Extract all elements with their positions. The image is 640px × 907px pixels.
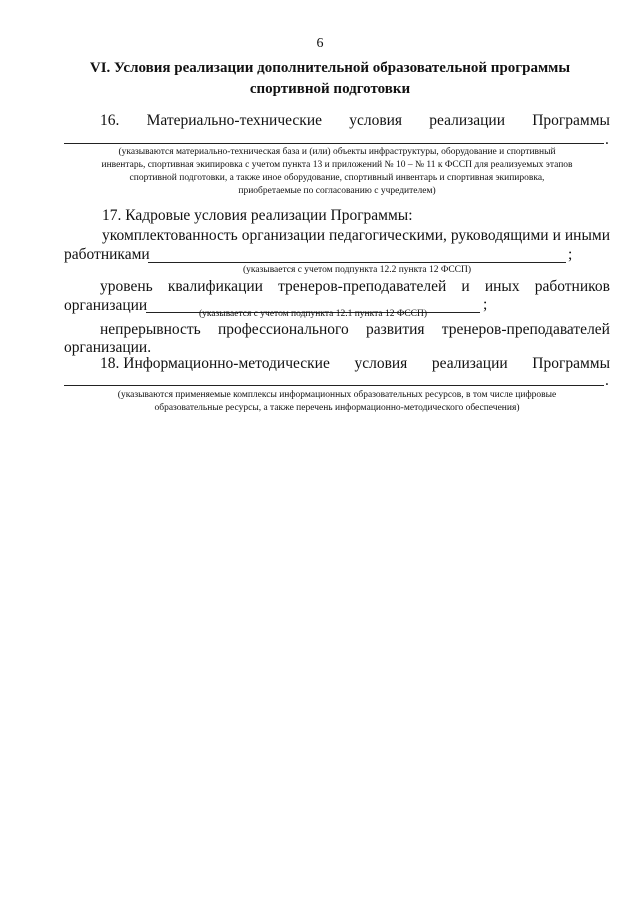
item-17-q-word-1: уровень: [100, 278, 153, 295]
item-18-note-line-1: (указываются применяемые комплексы информационных образовательных ресурсов, в том числе цифровые: [117, 390, 557, 400]
item-16-period: .: [605, 131, 609, 148]
item-18-word-1: Информационно-методические: [123, 355, 330, 372]
section-title: [70, 58, 590, 100]
section-title-line-1: VI. Условия реализации дополнительной образовательной программы: [89, 60, 571, 76]
page-number: 6: [316, 36, 324, 51]
item-16-note-line-2: инвентарь, спортивная экипировка с учетом пункта 13 и приложений № 10 – № 11 к ФССП для реализуемых этапов: [101, 160, 573, 170]
item-17-q-word-4: и: [461, 278, 470, 295]
item-18-period: .: [605, 372, 609, 389]
item-17-semicolon-2: ;: [483, 296, 488, 313]
item-17-q-word-2: квалификации: [167, 278, 263, 295]
item-17-staff-label: работниками: [64, 246, 150, 263]
item-16-fill-line[interactable]: [64, 143, 604, 144]
item-17-q-word-5: иных: [484, 278, 520, 295]
item-18-note: [64, 389, 610, 415]
item-16-word-3: реализации: [429, 112, 506, 129]
item-17-d-word-3: развития: [365, 321, 425, 338]
item-18-heading: [100, 355, 610, 373]
section-title-line-2: спортивной подготовки: [249, 81, 411, 97]
item-17-organization-end: организации.: [64, 339, 152, 356]
item-16-note-line-3: спортивной подготовки, а также иное оборудование, спортивный инвентарь и спортивная экипировка,: [129, 173, 545, 183]
item-16-word-4: Программы: [532, 112, 610, 129]
item-17-heading: 17. Кадровые условия реализации Программы:: [102, 207, 413, 224]
item-16-word-2: условия: [349, 112, 403, 129]
item-16-note-line-4: приобретаемые по согласованию с учредителем): [238, 186, 436, 196]
item-18-note-line-2: образовательные ресурсы, а также перечень информационно-методического обеспечения): [154, 403, 520, 413]
item-17-staffing-fill-line[interactable]: [148, 262, 566, 263]
item-18-word-2: условия: [354, 355, 408, 372]
item-17-q-word-3: тренеров-преподавателей: [278, 278, 447, 295]
item-18-number: 18.: [100, 355, 120, 372]
item-17-semicolon-1: ;: [568, 246, 573, 263]
item-17-note-2: (указывается с учетом подпункта 12.1 пункта 12 ФССП): [198, 309, 428, 319]
item-18-word-3: реализации: [431, 355, 508, 372]
item-18-fill-line[interactable]: [64, 385, 604, 386]
item-18-label: [100, 355, 330, 373]
item-17-d-word-1: непрерывность: [100, 321, 201, 338]
item-16-word-1: Материально-технические: [146, 112, 322, 129]
item-17-staffing-line: укомплектованность организации педагогическими, руководящими и иными: [102, 227, 610, 244]
item-17-q-word-6: работников: [534, 278, 610, 295]
item-17-organization-label: организации: [64, 297, 148, 314]
item-17-note-1: (указывается с учетом подпункта 12.2 пункта 12 ФССП): [242, 265, 472, 275]
item-16-note-line-1: (указываются материально-техническая база и (или) объекты инфраструктуры, оборудование и спортивный: [118, 147, 556, 157]
item-17-d-word-4: тренеров-преподавателей: [441, 321, 610, 338]
item-16-heading: [100, 112, 610, 130]
item-16-number: 16.: [100, 112, 120, 129]
item-18-word-4: Программы: [532, 355, 610, 372]
item-17-d-word-2: профессионального: [217, 321, 349, 338]
item-17-development-line: [100, 321, 610, 339]
item-16-note: [64, 146, 610, 198]
item-17-qualification-line: [100, 278, 610, 296]
